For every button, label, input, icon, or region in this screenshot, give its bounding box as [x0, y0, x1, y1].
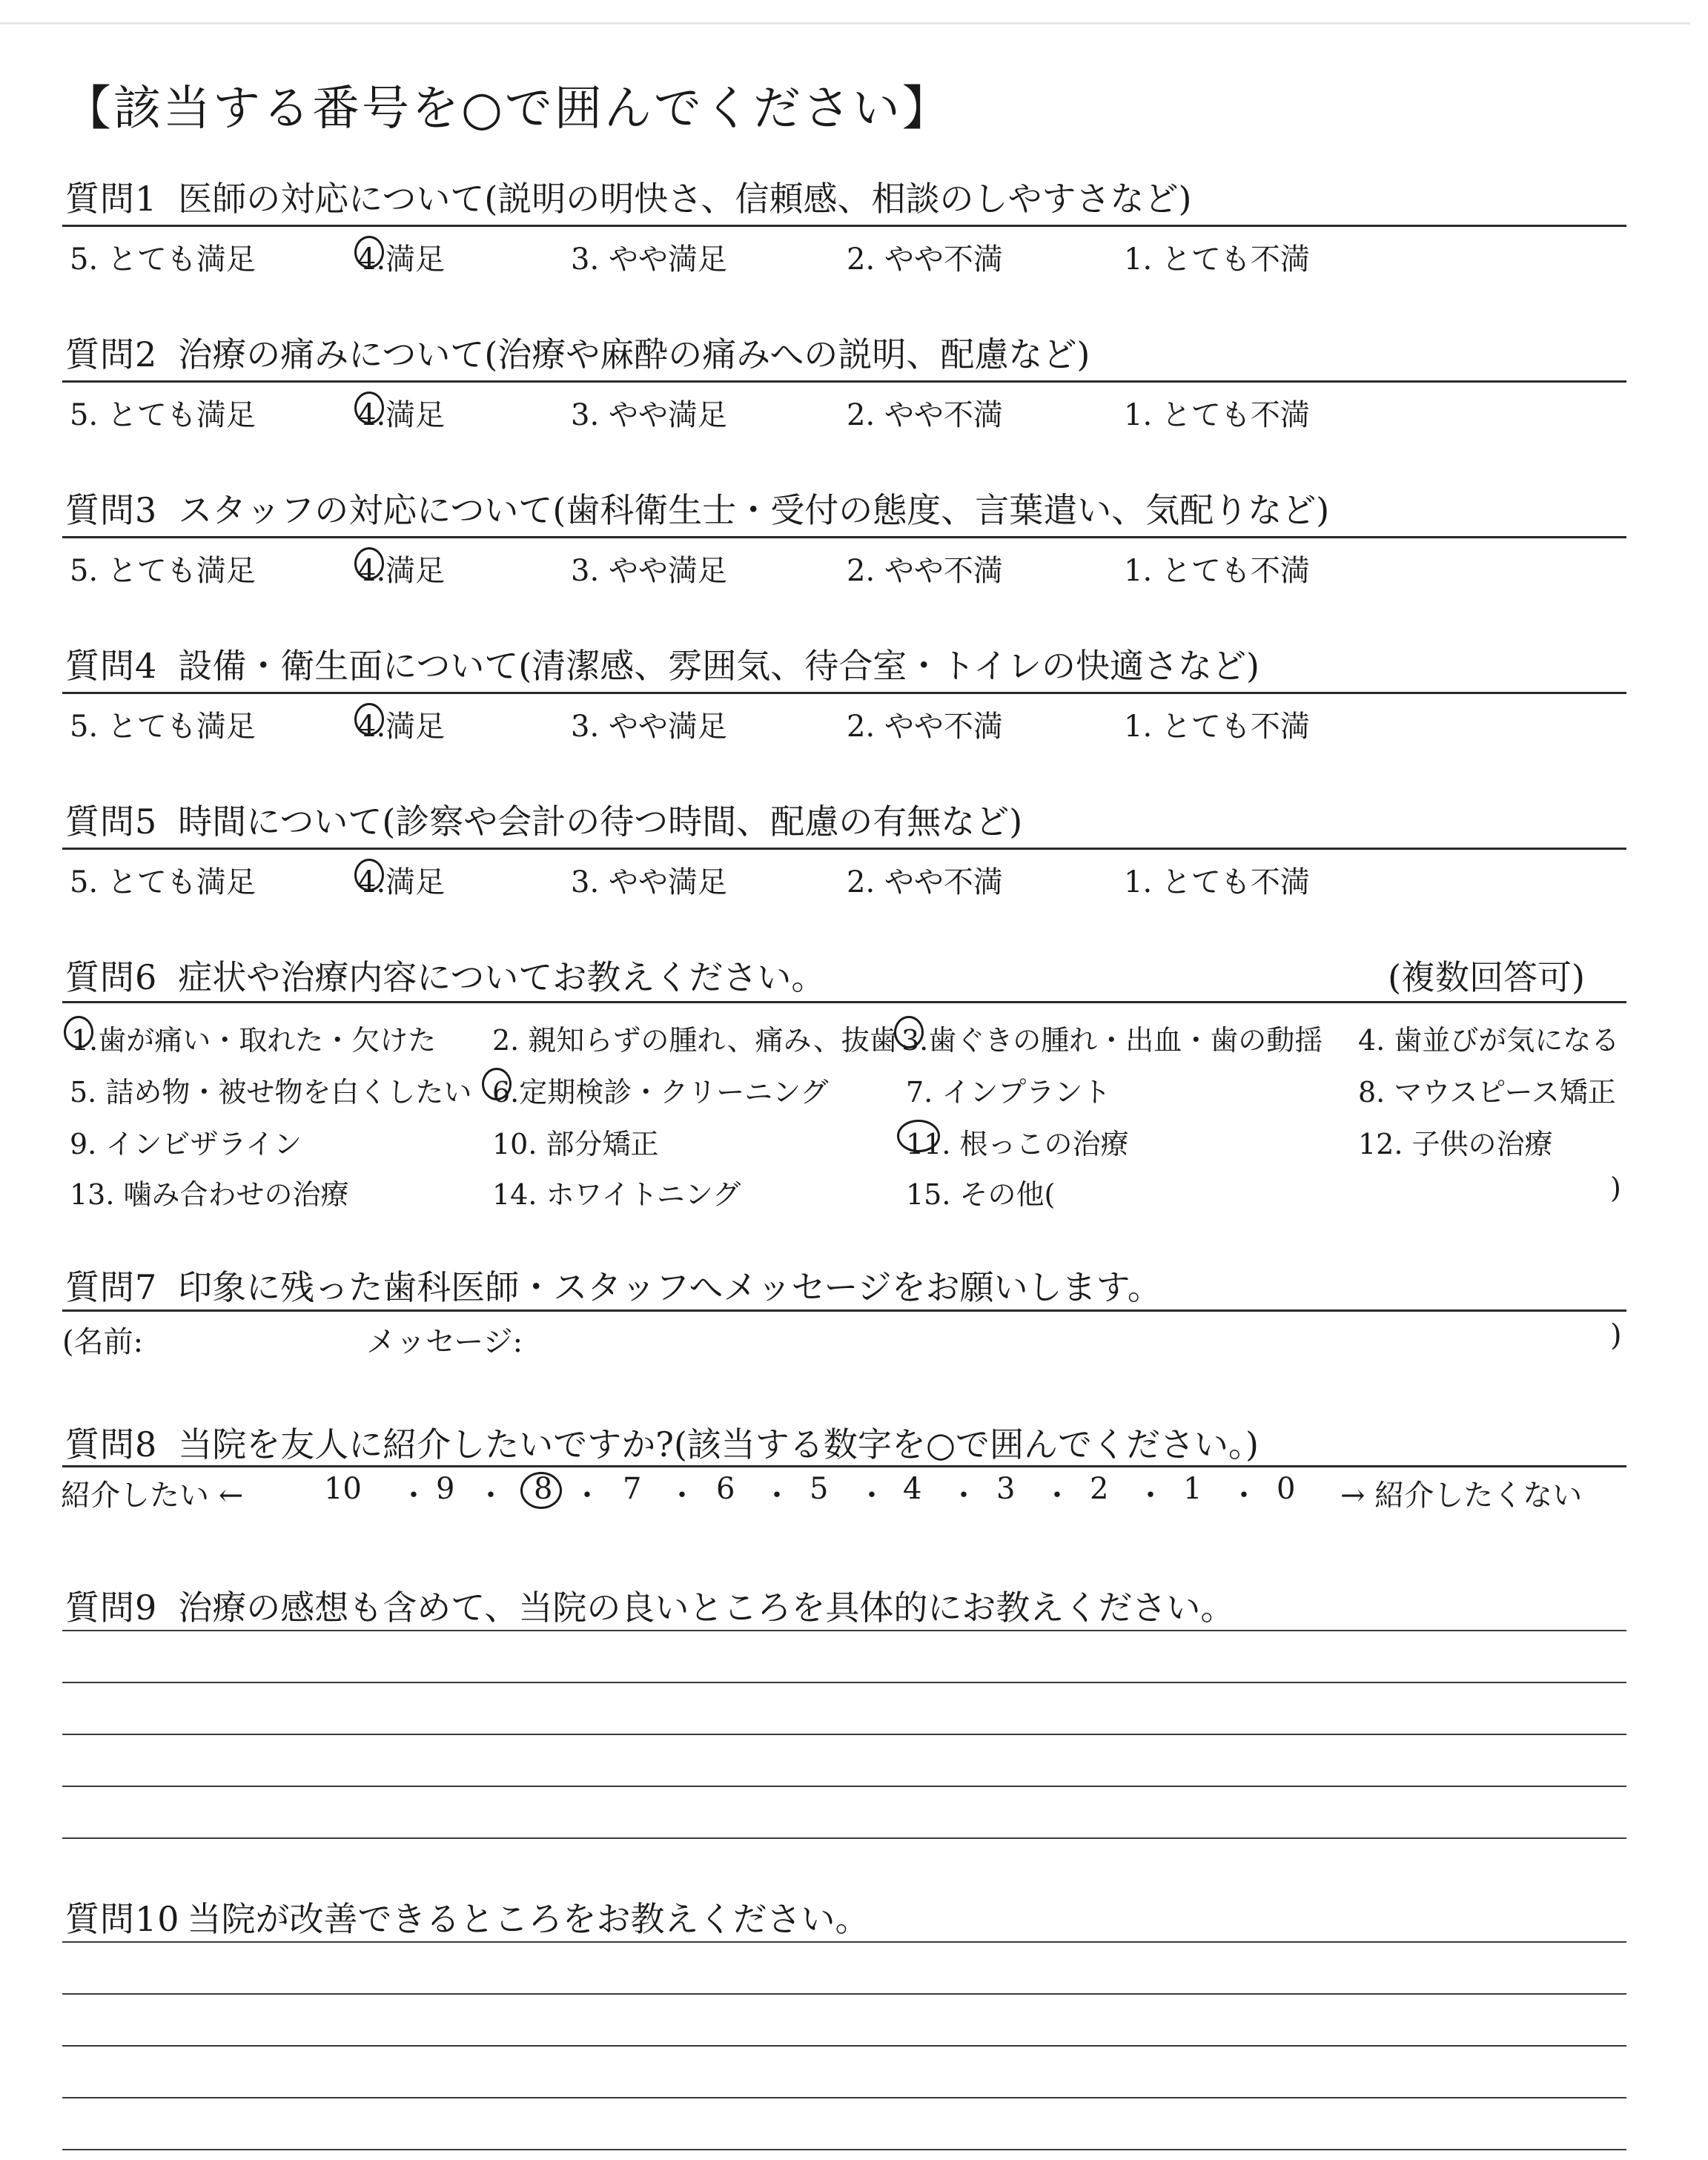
question-7-heading — [65, 1261, 1622, 1305]
scale-8[interactable]: 8 — [534, 1472, 553, 1506]
option-satisfied[interactable]: 4.満足 — [357, 398, 446, 432]
option-somewhat-dissatisfied[interactable]: 2. やや不満 — [847, 554, 1003, 588]
question-1-rule — [62, 225, 1626, 227]
option-very-dissatisfied[interactable]: 1. とても不満 — [1124, 242, 1310, 277]
selection-circle — [894, 1016, 924, 1048]
option-somewhat-satisfied[interactable]: 3. やや満足 — [571, 865, 727, 899]
question-6-rule — [62, 1001, 1626, 1003]
selection-circle — [482, 1068, 512, 1100]
scale-separator: ・ — [667, 1479, 697, 1513]
question-text: 症状や治療内容についてお教えください。 — [178, 957, 826, 997]
selection-circle — [354, 392, 384, 424]
option-checkup-cleaning[interactable]: 6.定期検診・クリーニング — [492, 1076, 829, 1109]
multiple-answers-note: (複数回答可) — [1388, 957, 1585, 997]
question-4-rule — [62, 692, 1626, 694]
scale-left-label: 紹介したい ← — [61, 1479, 244, 1513]
scale-separator: ・ — [762, 1479, 792, 1513]
option-very-dissatisfied[interactable]: 1. とても不満 — [1124, 554, 1310, 588]
question-number: 質問3 — [65, 490, 158, 530]
scale-separator: ・ — [857, 1479, 887, 1513]
option-somewhat-satisfied[interactable]: 3. やや満足 — [571, 398, 727, 432]
question-text: 時間について(診察や会計の待つ時間、配慮の有無など) — [178, 802, 1023, 842]
message-close-paren: ) — [1610, 1318, 1622, 1353]
question-number: 質問2 — [65, 334, 158, 374]
question-7-rule — [62, 1309, 1626, 1312]
selection-circle — [354, 859, 384, 891]
selection-circle — [354, 547, 384, 580]
answer-line[interactable] — [62, 2149, 1626, 2150]
scale-1[interactable]: 1 — [1183, 1472, 1202, 1506]
question-text: 治療の感想も含めて、当院の良いところを具体的にお教えください。 — [178, 1588, 1235, 1628]
selection-circle — [354, 703, 384, 736]
scale-separator: ・ — [476, 1479, 506, 1513]
question-6-heading — [65, 951, 1622, 995]
option-very-satisfied[interactable]: 5. とても満足 — [70, 865, 256, 899]
scale-separator: ・ — [1136, 1479, 1165, 1513]
option-somewhat-dissatisfied[interactable]: 2. やや不満 — [847, 398, 1003, 432]
scale-6[interactable]: 6 — [716, 1472, 735, 1506]
option-somewhat-satisfied[interactable]: 3. やや満足 — [571, 242, 727, 277]
option-satisfied[interactable]: 4.満足 — [357, 865, 446, 899]
question-number: 質問7 — [65, 1267, 158, 1307]
other-close-paren: ) — [1610, 1172, 1621, 1204]
name-label: (名前: — [62, 1325, 144, 1359]
answer-line[interactable] — [62, 2045, 1626, 2047]
option-very-satisfied[interactable]: 5. とても満足 — [70, 710, 256, 744]
scale-4[interactable]: 4 — [903, 1472, 922, 1506]
scale-right-label: → 紹介したくない — [1340, 1479, 1583, 1513]
form-title: 【該当する番号を○で囲んでください】 — [64, 82, 952, 136]
option-satisfied[interactable]: 4.満足 — [357, 710, 446, 744]
scan-top-edge — [0, 22, 1690, 24]
question-text: 印象に残った歯科医師・スタッフへメッセージをお願いします。 — [178, 1267, 1162, 1307]
question-2-rule — [62, 380, 1626, 383]
option-very-satisfied[interactable]: 5. とても満足 — [70, 242, 256, 277]
option-whitening-fillings[interactable]: 5. 詰め物・被せ物を白くしたい — [70, 1076, 472, 1109]
question-text: 設備・衛生面について(清潔感、雰囲気、待合室・トイレの快適さなど) — [178, 646, 1260, 686]
answer-line[interactable] — [62, 2097, 1626, 2098]
scale-9[interactable]: 9 — [436, 1472, 455, 1506]
question-number: 質問9 — [65, 1588, 158, 1628]
option-child-treatment[interactable]: 12. 子供の治療 — [1358, 1128, 1553, 1160]
option-somewhat-dissatisfied[interactable]: 2. やや不満 — [847, 865, 1003, 899]
scale-separator: ・ — [399, 1479, 428, 1513]
answer-line[interactable] — [62, 1786, 1626, 1787]
scale-7[interactable]: 7 — [623, 1472, 642, 1506]
selection-circle — [64, 1016, 93, 1048]
question-9-heading — [65, 1581, 1622, 1628]
question-text: 医師の対応について(説明の明快さ、信頼感、相談のしやすさなど) — [178, 179, 1192, 219]
question-number: 質問5 — [65, 802, 158, 842]
question-number: 質問1 — [65, 179, 158, 219]
question-10-heading — [65, 1892, 1622, 1937]
question-number: 質問10 — [65, 1899, 180, 1939]
question-number: 質問6 — [65, 957, 158, 997]
option-somewhat-dissatisfied[interactable]: 2. やや不満 — [847, 242, 1003, 277]
option-very-dissatisfied[interactable]: 1. とても不満 — [1124, 710, 1310, 744]
option-somewhat-satisfied[interactable]: 3. やや満足 — [571, 554, 727, 588]
option-mouthpiece-orthodontics[interactable]: 8. マウスピース矯正 — [1358, 1076, 1616, 1109]
question-5-heading — [65, 795, 1622, 842]
question-number: 質問8 — [65, 1424, 158, 1464]
option-somewhat-dissatisfied[interactable]: 2. やや不満 — [847, 710, 1003, 744]
selection-circle — [354, 236, 384, 268]
option-invisalign[interactable]: 9. インビザライン — [70, 1128, 302, 1160]
option-satisfied[interactable]: 4.満足 — [357, 242, 446, 277]
option-satisfied[interactable]: 4.満足 — [357, 554, 446, 588]
answer-line[interactable] — [62, 1682, 1626, 1683]
scale-0[interactable]: 0 — [1277, 1472, 1296, 1506]
question-3-heading — [65, 483, 1622, 528]
scale-separator: ・ — [572, 1479, 602, 1513]
question-number: 質問4 — [65, 646, 158, 686]
question-text: スタッフの対応について(歯科衛生士・受付の態度、言葉遣い、気配りなど) — [178, 490, 1330, 530]
question-text: 当院が改善できるところをお教えください。 — [187, 1899, 870, 1939]
option-implant[interactable]: 7. インプラント — [906, 1076, 1111, 1109]
option-very-satisfied[interactable]: 5. とても満足 — [70, 554, 256, 588]
selection-circle — [520, 1472, 562, 1509]
question-1-heading — [65, 172, 1622, 217]
question-8-heading — [65, 1418, 1622, 1462]
scale-10[interactable]: 10 — [324, 1472, 362, 1506]
scale-separator: ・ — [949, 1479, 979, 1513]
option-very-dissatisfied[interactable]: 1. とても不満 — [1124, 865, 1310, 899]
answer-line[interactable] — [62, 1993, 1626, 1995]
option-partial-orthodontics[interactable]: 10. 部分矯正 — [492, 1128, 659, 1160]
scale-2[interactable]: 2 — [1090, 1472, 1109, 1506]
option-very-satisfied[interactable]: 5. とても満足 — [70, 398, 256, 432]
question-3-rule — [62, 536, 1626, 538]
answer-line[interactable] — [62, 1837, 1626, 1839]
scale-separator: ・ — [1042, 1479, 1072, 1513]
scale-5[interactable]: 5 — [810, 1472, 829, 1506]
option-whitening[interactable]: 14. ホワイトニング — [492, 1178, 741, 1211]
answer-line[interactable] — [62, 1630, 1626, 1631]
option-bite-treatment[interactable]: 13. 噛み合わせの治療 — [70, 1178, 349, 1211]
question-text: 治療の痛みについて(治療や麻酔の痛みへの説明、配慮など) — [178, 334, 1090, 374]
answer-line[interactable] — [62, 1734, 1626, 1735]
option-root-canal[interactable]: 11. 根っこの治療 — [906, 1128, 1129, 1160]
option-gum-swelling[interactable]: 3.歯ぐきの腫れ・出血・歯の動揺 — [901, 1024, 1323, 1057]
scale-separator: ・ — [1229, 1479, 1259, 1513]
answer-line[interactable] — [62, 1941, 1626, 1943]
selection-circle — [897, 1120, 940, 1152]
question-8-rule — [62, 1465, 1626, 1467]
option-other[interactable]: 15. その他( — [906, 1178, 1056, 1211]
scale-3[interactable]: 3 — [996, 1472, 1016, 1506]
question-text: 当院を友人に紹介したいですか?(該当する数字を○で囲んでください。) — [178, 1424, 1259, 1464]
option-wisdom-tooth[interactable]: 2. 親知らずの腫れ、痛み、抜歯 — [492, 1024, 898, 1057]
option-very-dissatisfied[interactable]: 1. とても不満 — [1124, 398, 1310, 432]
question-5-rule — [62, 848, 1626, 850]
question-2-heading — [65, 328, 1622, 372]
option-alignment[interactable]: 4. 歯並びが気になる — [1358, 1024, 1620, 1057]
option-somewhat-satisfied[interactable]: 3. やや満足 — [571, 710, 727, 744]
option-toothache[interactable]: 1.歯が痛い・取れた・欠けた — [71, 1024, 437, 1057]
message-label: メッセージ: — [366, 1325, 523, 1359]
question-4-heading — [65, 639, 1622, 684]
